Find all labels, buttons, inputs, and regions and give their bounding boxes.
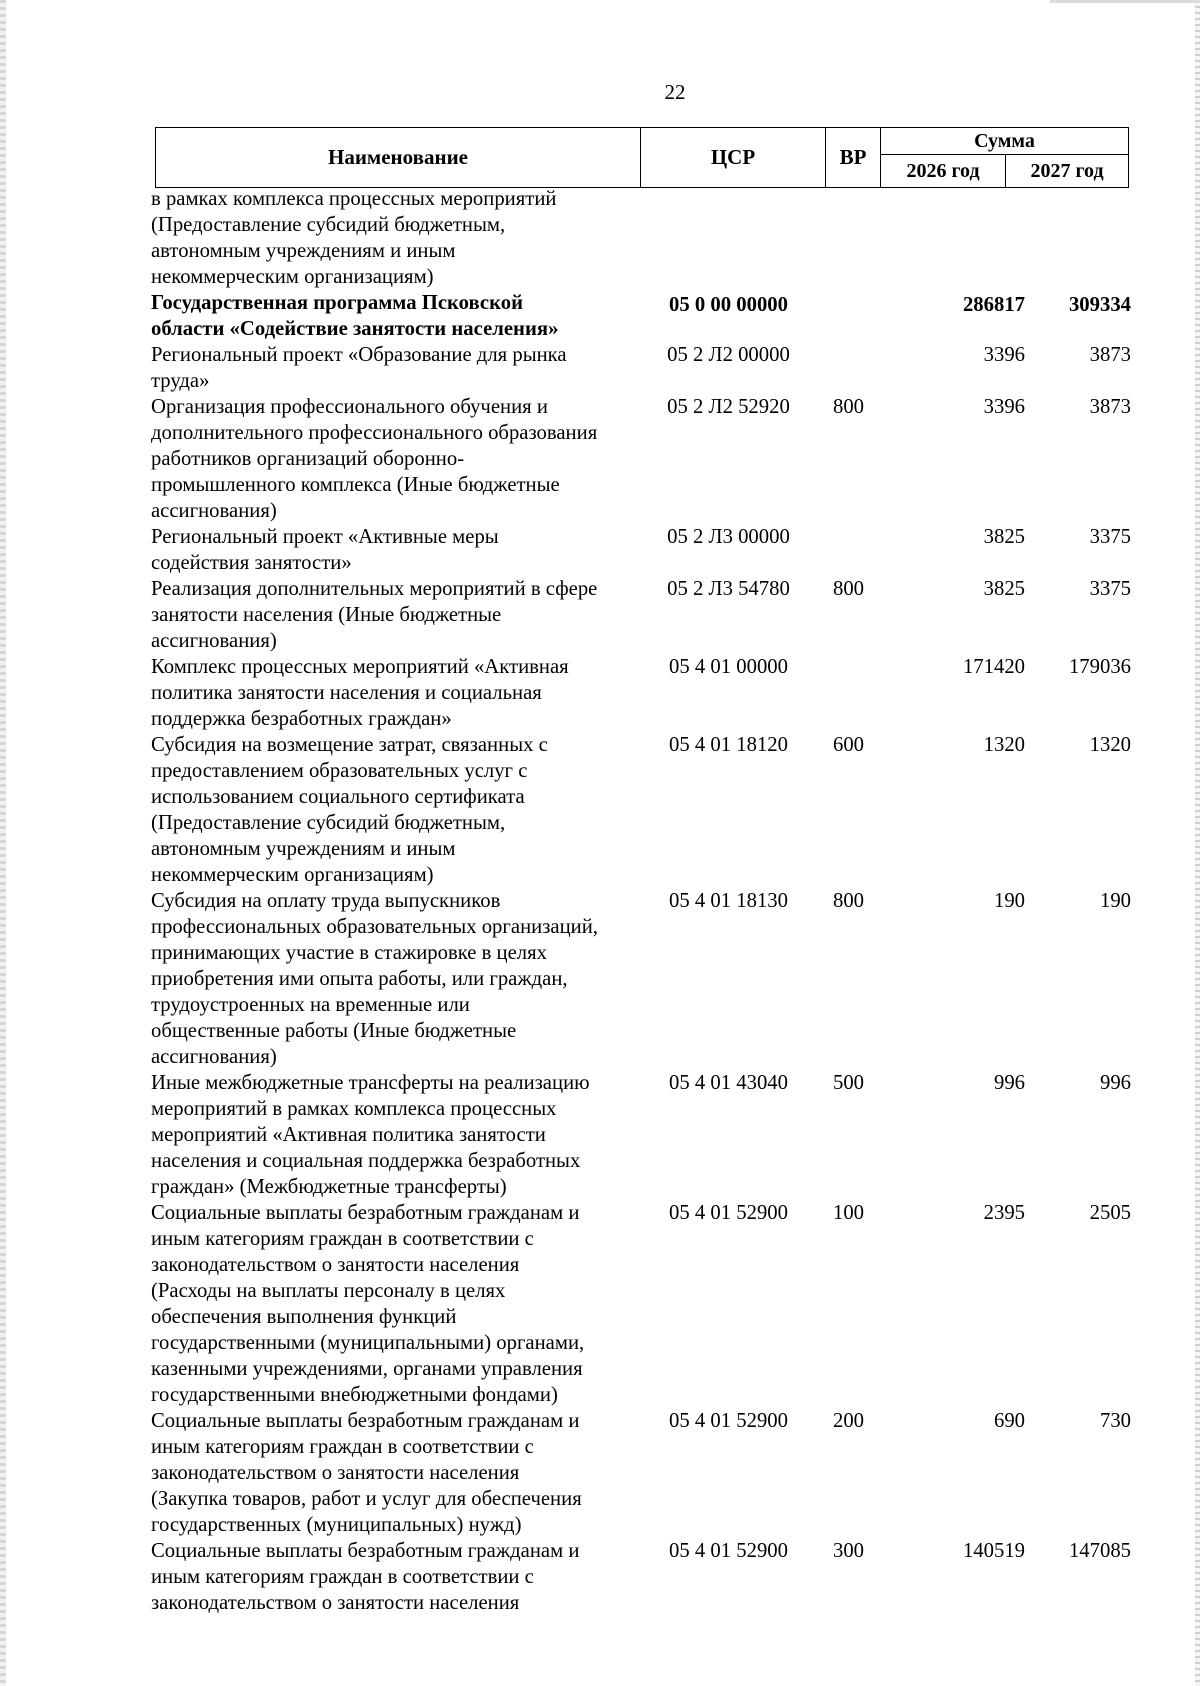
- row-name: Иные межбюджетные трансферты на реализацию мероприятий в рамках комплекса процессных мероприятий «Активная политика занятости населения и социальная поддержка безработных граждан» (Межбюджетные трансферты): [151, 1072, 590, 1198]
- table-row: [151, 1538, 1131, 1616]
- row-csr: 05 4 01 52900: [669, 1202, 788, 1224]
- row-name: Региональный проект «Активные меры содействия занятости»: [151, 526, 499, 574]
- row-vr: 300: [832, 1540, 865, 1562]
- scan-edge-top: [1050, 0, 1200, 3]
- table-row: [151, 1070, 1131, 1200]
- header-year-2027: 2027 год: [1006, 155, 1129, 188]
- row-csr: 05 4 01 52900: [669, 1540, 788, 1562]
- row-csr: 05 4 01 52900: [669, 1410, 788, 1432]
- row-sum-2027: 147085: [1068, 1540, 1131, 1562]
- row-name: в рамках комплекса процессных мероприятий (Предоставление субсидий бюджетным, автономным учреждениям и иным некоммерческим организациям): [151, 188, 557, 288]
- table-row: [151, 290, 1131, 342]
- table-row: [151, 576, 1131, 654]
- row-csr: 05 2 Л3 00000: [667, 526, 790, 548]
- row-sum-2027: 2505: [1089, 1202, 1131, 1224]
- row-sum-2026: 3825: [983, 578, 1025, 600]
- row-csr: 05 4 01 18130: [669, 890, 788, 912]
- row-name: Региональный проект «Образование для рынка труда»: [151, 344, 567, 392]
- row-sum-2027: 730: [1099, 1410, 1131, 1432]
- header-csr: ЦСР: [641, 128, 826, 188]
- row-sum-2027: 179036: [1068, 656, 1131, 678]
- row-sum-2026: 3396: [983, 396, 1025, 418]
- row-sum-2027: 1320: [1089, 734, 1131, 756]
- table-row: [151, 1200, 1131, 1408]
- row-csr: 05 0 00 00000: [669, 294, 788, 316]
- row-sum-2026: 1320: [983, 734, 1025, 756]
- header-year-2026: 2026 год: [881, 155, 1006, 188]
- table-row: [151, 654, 1131, 732]
- row-sum-2027: 3375: [1089, 578, 1131, 600]
- row-sum-2027: 309334: [1068, 294, 1131, 316]
- row-vr: 600: [832, 734, 865, 756]
- header-sum: Сумма: [881, 128, 1129, 155]
- row-sum-2026: 190: [993, 890, 1025, 912]
- row-vr: 800: [832, 578, 865, 600]
- table-row: [151, 394, 1131, 524]
- row-name: Социальные выплаты безработным гражданам и иным категориям граждан в соответствии с законодательством о занятости населения (Расходы на выплаты персоналу в целях обеспечения выполнения функций государственными (муниципальными) органами, казенными учреждениями, органами управления государственными внебюджетными фондами): [151, 1202, 585, 1406]
- row-vr: 100: [832, 1202, 865, 1224]
- row-csr: 05 4 01 43040: [669, 1072, 788, 1094]
- scan-edge-right: [1195, 0, 1200, 1686]
- table-row: [151, 1408, 1131, 1538]
- row-vr: 500: [832, 1072, 865, 1094]
- header-name: Наименование: [156, 128, 641, 188]
- row-sum-2026: 690: [993, 1410, 1025, 1432]
- row-name: Государственная программа Псковской области «Содействие занятости населения»: [151, 292, 559, 340]
- row-csr: 05 4 01 18120: [669, 734, 788, 756]
- table-row: [151, 524, 1131, 576]
- row-vr: 200: [832, 1410, 865, 1432]
- page-number: 22: [664, 80, 686, 104]
- row-name: Комплекс процессных мероприятий «Активная политика занятости населения и социальная поддержка безработных граждан»: [151, 656, 569, 730]
- row-name: Социальные выплаты безработным гражданам и иным категориям граждан в соответствии с законодательством о занятости населения: [151, 1540, 580, 1614]
- row-vr: 800: [832, 396, 865, 418]
- row-csr: 05 2 Л2 00000: [667, 344, 790, 366]
- row-sum-2027: 996: [1099, 1072, 1131, 1094]
- row-sum-2027: 3375: [1089, 526, 1131, 548]
- row-sum-2026: 286817: [962, 294, 1025, 316]
- table-row: [151, 342, 1131, 394]
- row-sum-2026: 171420: [962, 656, 1025, 678]
- row-name: Социальные выплаты безработным гражданам и иным категориям граждан в соответствии с законодательством о занятости населения (Закупка товаров, работ и услуг для обеспечения государственных (муниципальных) нужд): [151, 1410, 582, 1536]
- row-sum-2027: 3873: [1089, 344, 1131, 366]
- row-name: Реализация дополнительных мероприятий в сфере занятости населения (Иные бюджетные ассигнования): [151, 578, 598, 652]
- row-name: Организация профессионального обучения и дополнительного профессионального образования работников организаций оборонно- промышленного комплекса (Иные бюджетные ассигнования): [151, 396, 598, 522]
- row-csr: 05 4 01 00000: [669, 656, 788, 678]
- table-row: [151, 186, 1131, 290]
- scan-edge-left: [0, 0, 6, 1686]
- row-csr: 05 2 Л2 52920: [667, 396, 790, 418]
- table-row: [151, 888, 1131, 1070]
- table-header: [155, 127, 1129, 188]
- header-vr: ВР: [826, 128, 881, 188]
- row-sum-2027: 190: [1099, 890, 1131, 912]
- row-sum-2026: 140519: [962, 1540, 1025, 1562]
- row-sum-2026: 2395: [983, 1202, 1025, 1224]
- row-sum-2026: 3825: [983, 526, 1025, 548]
- row-name: Субсидия на оплату труда выпускников профессиональных образовательных организаций, принимающих участие в стажировке в целях приобретения ими опыта работы, или граждан, трудоустроенных на временные или общественные работы (Иные бюджетные ассигнования): [151, 890, 598, 1068]
- table-row: [151, 732, 1131, 888]
- table-body: [151, 186, 1131, 1616]
- row-csr: 05 2 Л3 54780: [667, 578, 790, 600]
- row-sum-2027: 3873: [1089, 396, 1131, 418]
- row-name: Субсидия на возмещение затрат, связанных с предоставлением образовательных услуг с использованием социального сертификата (Предоставление субсидий бюджетным, автономным учреждениям и иным некоммерческим организациям): [151, 734, 548, 886]
- row-sum-2026: 996: [993, 1072, 1025, 1094]
- row-vr: 800: [832, 890, 865, 912]
- row-sum-2026: 3396: [983, 344, 1025, 366]
